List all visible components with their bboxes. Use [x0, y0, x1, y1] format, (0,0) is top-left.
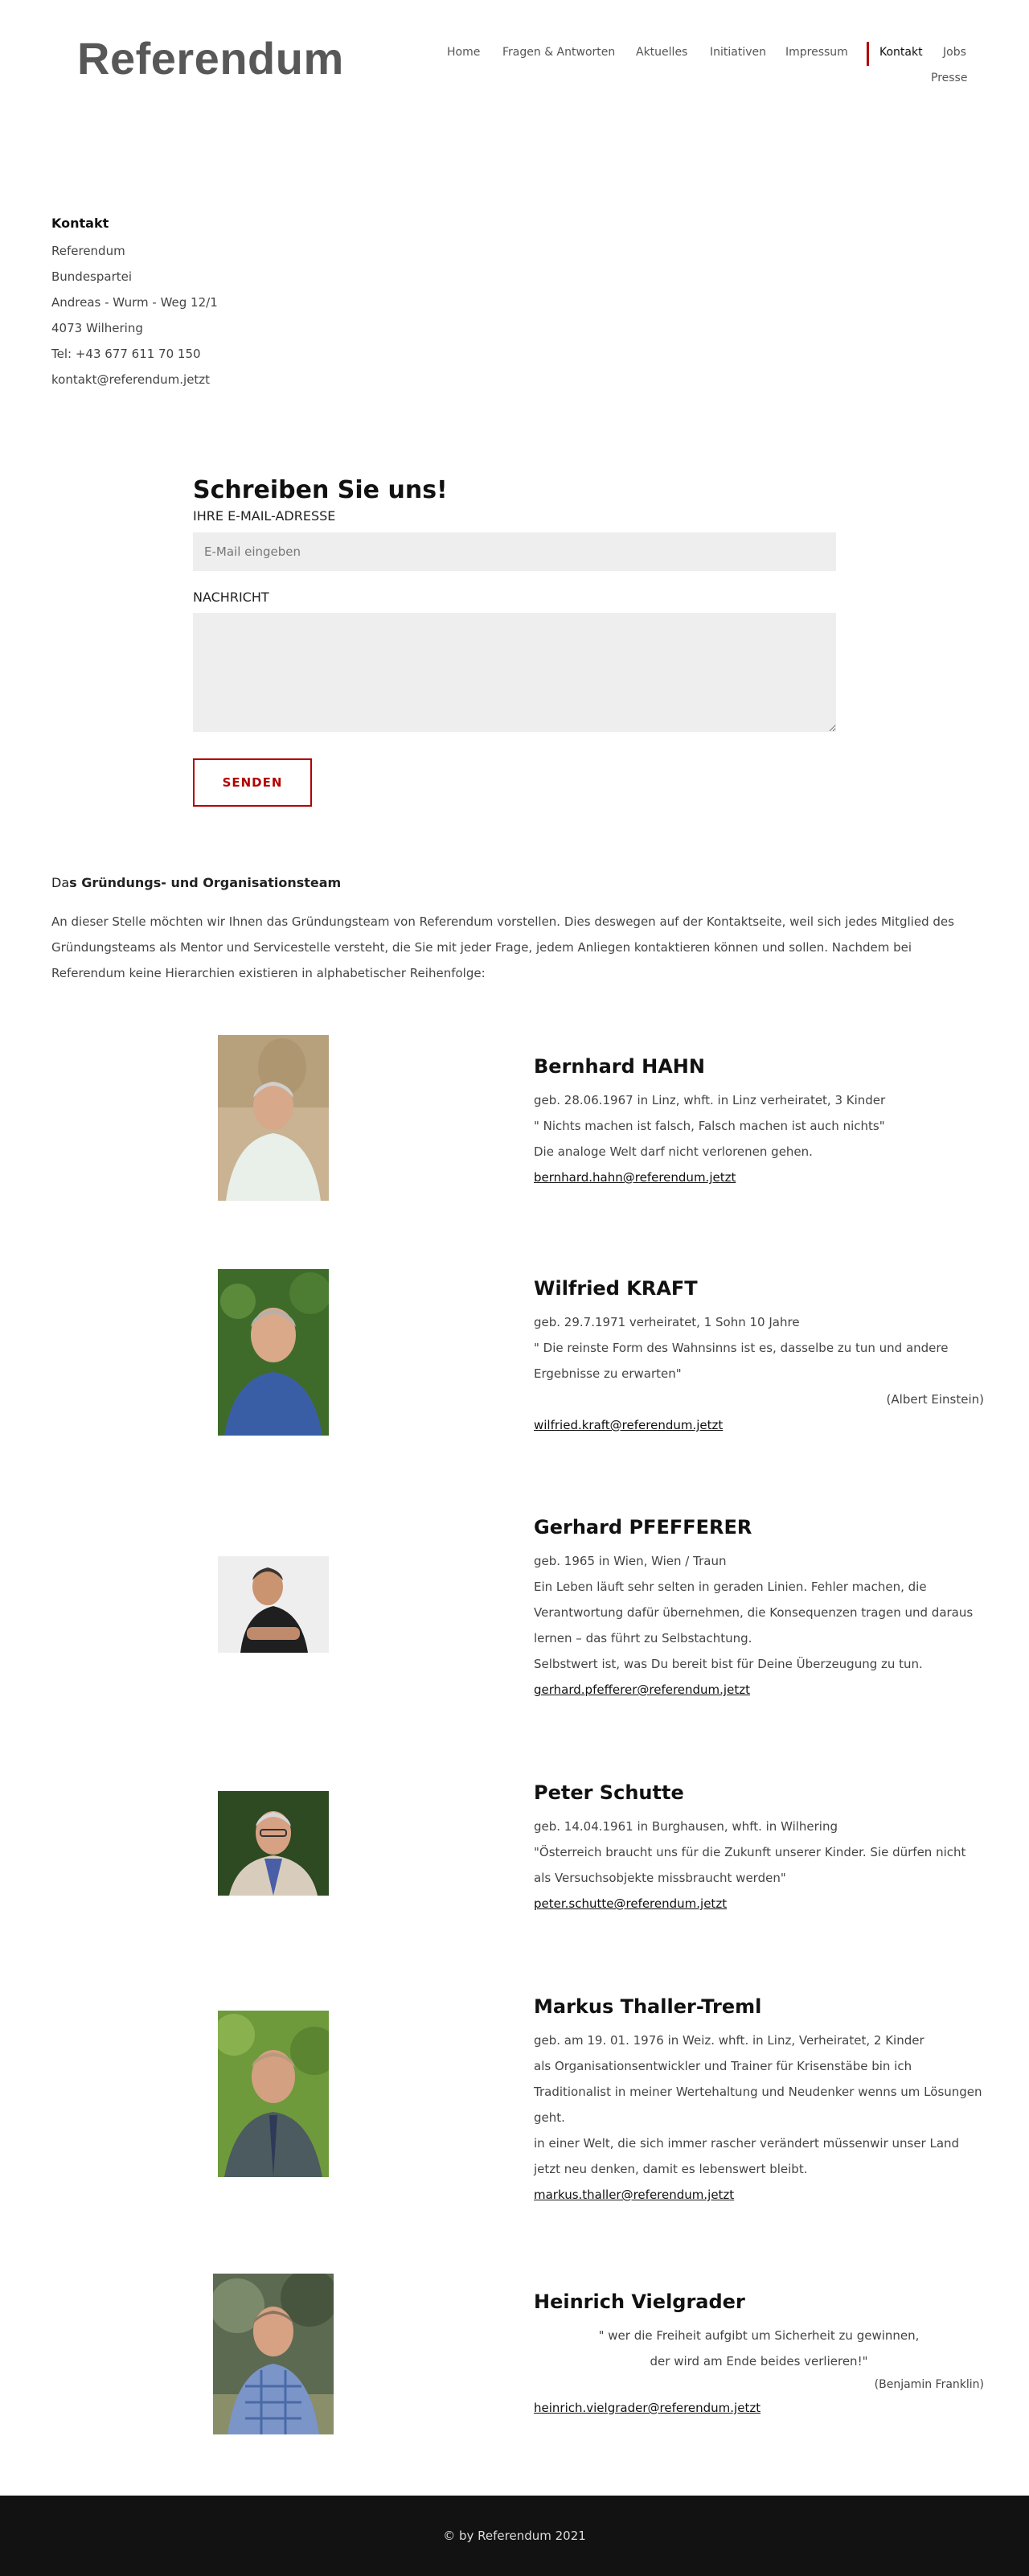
nav-active-indicator — [867, 42, 869, 66]
member-email-link[interactable]: bernhard.hahn@referendum.jetzt — [534, 1170, 736, 1185]
nav-kontakt[interactable]: Kontakt — [879, 46, 923, 59]
member-line: geb. am 19. 01. 1976 in Weiz. whft. in Linz, Verheiratet, 2 Kinder — [534, 2033, 924, 2048]
email-label: IHRE E-MAIL-ADRESSE — [193, 508, 336, 524]
team-heading-prefix: Da — [51, 875, 70, 890]
nav-jobs[interactable]: Jobs — [943, 46, 966, 59]
member-line: Die analoge Welt darf nicht verlorenen gehen. — [534, 1144, 813, 1159]
member-name-vielgrader: Heinrich Vielgrader — [534, 2290, 745, 2313]
member-email-link[interactable]: gerhard.pfefferer@referendum.jetzt — [534, 1682, 750, 1697]
contact-line-city: 4073 Wilhering — [51, 321, 143, 335]
member-quote-attribution: (Albert Einstein) — [886, 1392, 984, 1407]
member-line: als Organisationsentwickler und Trainer für Krisenstäbe bin ich Traditionalist in meiner Wertehaltung und Neudenker wenns um Lösungen geht. — [534, 2059, 982, 2125]
contact-line-party: Bundespartei — [51, 269, 133, 284]
member-line: " Die reinste Form des Wahnsinns ist es, dasselbe zu tun und andere Ergebnisse zu erwarten" — [534, 1341, 949, 1381]
member-line: geb. 14.04.1961 in Burghausen, whft. in Wilhering — [534, 1819, 838, 1834]
member-quote-attribution: (Benjamin Franklin) — [874, 2378, 984, 2391]
message-label: NACHRICHT — [193, 590, 269, 605]
nav-impressum[interactable]: Impressum — [785, 46, 848, 59]
member-line: " wer die Freiheit aufgibt um Sicherheit zu gewinnen, — [598, 2328, 920, 2343]
nav-initiativen[interactable]: Initiativen — [710, 46, 766, 59]
nav-home[interactable]: Home — [447, 46, 481, 59]
member-name-thaller-treml: Markus Thaller-Treml — [534, 1995, 762, 2018]
contact-heading: Kontakt — [51, 216, 109, 231]
member-line: Selbstwert ist, was Du bereit bist für Deine Überzeugung zu tun. — [534, 1657, 923, 1671]
member-details-schutte — [534, 1814, 984, 1917]
footer — [0, 2496, 1029, 2576]
member-details-pfefferer — [534, 1548, 984, 1703]
site-logo[interactable]: Referendum — [77, 33, 344, 84]
member-photo-thaller-treml — [218, 2011, 329, 2177]
member-photo-schutte — [218, 1791, 329, 1896]
team-intro: An dieser Stelle möchten wir Ihnen das Gründungsteam von Referendum vorstellen. Dies deswegen auf der Kontaktseite, weil sich jedes Mitglied des Gründungsteams als Mentor und Servicestelle versteht, die Sie mit jeder Frage, jedem Anliegen kontaktieren können und sollen. Nachdem bei Referendum keine Hierarchien existieren in alphabetischer Reihenfolge: — [51, 914, 954, 980]
member-line: geb. 1965 in Wien, Wien / Traun — [534, 1554, 727, 1568]
form-title: Schreiben Sie uns! — [193, 476, 448, 504]
member-photo-hahn — [218, 1035, 329, 1201]
member-details-vielgrader — [534, 2323, 984, 2421]
footer-copyright: © by Referendum 2021 — [443, 2529, 586, 2543]
contact-line-phone[interactable]: Tel: +43 677 611 70 150 — [51, 347, 201, 361]
member-line: " Nichts machen ist falsch, Falsch machen ist auch nichts" — [534, 1119, 885, 1133]
member-details-hahn — [534, 1087, 984, 1190]
member-email-link[interactable]: heinrich.vielgrader@referendum.jetzt — [534, 2401, 761, 2415]
member-photo-kraft — [218, 1269, 329, 1436]
member-details-thaller-treml — [534, 2028, 984, 2208]
member-name-pfefferer: Gerhard PFEFFERER — [534, 1516, 752, 1539]
member-email-link[interactable]: markus.thaller@referendum.jetzt — [534, 2188, 735, 2202]
member-email-link[interactable]: wilfried.kraft@referendum.jetzt — [534, 1418, 724, 1432]
member-line: der wird am Ende beides verlieren!" — [650, 2354, 868, 2369]
team-heading-bold: s Gründungs- und Organisationsteam — [69, 875, 342, 890]
team-heading — [51, 875, 341, 890]
message-field[interactable] — [193, 613, 836, 732]
member-photo-pfefferer — [218, 1556, 329, 1653]
member-line: "Österreich braucht uns für die Zukunft unserer Kinder. Sie dürfen nicht als Versuchsobjekte missbraucht werden" — [534, 1845, 966, 1885]
email-field[interactable] — [193, 532, 836, 571]
member-line: Ein Leben läuft sehr selten in geraden Linien. Fehler machen, die Verantwortung dafür übernehmen, die Konsequenzen tragen und daraus lernen – das führt zu Selbstachtung. — [534, 1580, 974, 1645]
member-details-kraft — [534, 1309, 984, 1438]
member-line: geb. 29.7.1971 verheiratet, 1 Sohn 10 Jahre — [534, 1315, 800, 1329]
member-line: in einer Welt, die sich immer rascher verändert müssenwir unser Land jetzt neu denken, damit es lebenswert bleibt. — [534, 2136, 960, 2176]
member-name-hahn: Bernhard HAHN — [534, 1055, 705, 1078]
member-line: geb. 28.06.1967 in Linz, whft. in Linz verheiratet, 3 Kinder — [534, 1093, 886, 1107]
contact-line-email[interactable]: kontakt@referendum.jetzt — [51, 372, 211, 387]
send-button[interactable]: SENDEN — [193, 758, 312, 807]
nav-presse[interactable]: Presse — [931, 72, 968, 84]
contact-info — [51, 214, 218, 392]
member-photo-vielgrader — [213, 2274, 334, 2434]
nav-fragen-antworten[interactable]: Fragen & Antworten — [502, 46, 616, 59]
member-email-link[interactable]: peter.schutte@referendum.jetzt — [534, 1896, 728, 1911]
contact-line-name: Referendum — [51, 244, 125, 258]
member-name-schutte: Peter Schutte — [534, 1781, 684, 1804]
member-name-kraft: Wilfried KRAFT — [534, 1277, 698, 1300]
nav-aktuelles[interactable]: Aktuelles — [636, 46, 688, 59]
contact-line-street: Andreas - Wurm - Weg 12/1 — [51, 295, 218, 310]
